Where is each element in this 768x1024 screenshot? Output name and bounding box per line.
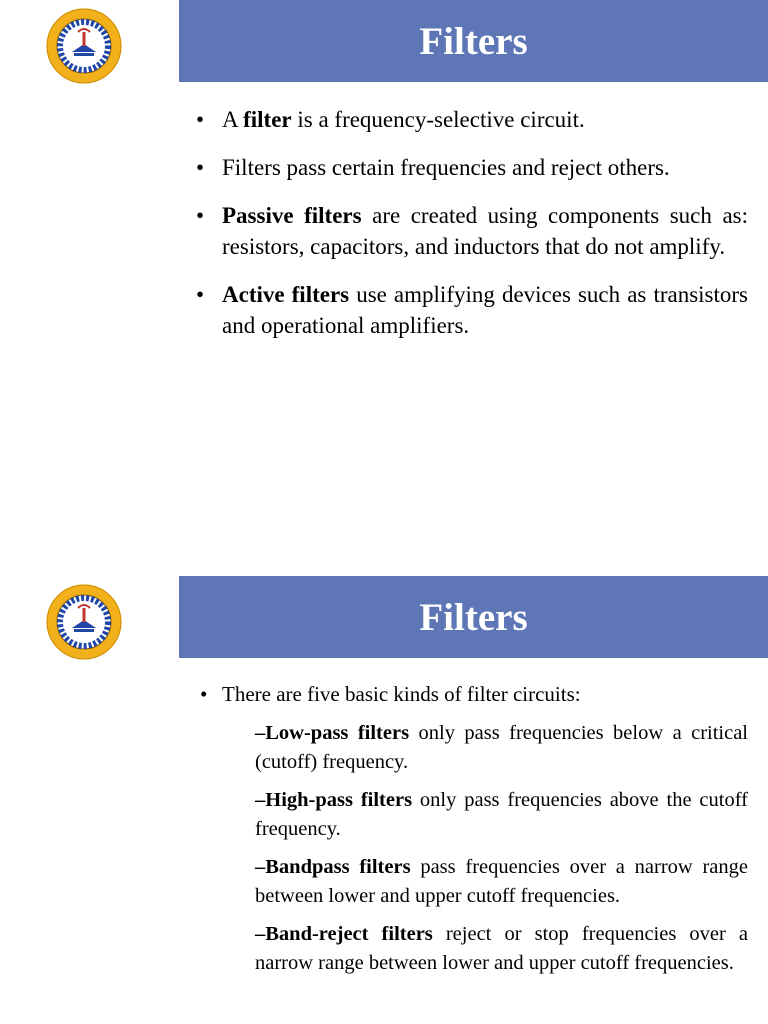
bullet-item: • A filter is a frequency-selective circuit. <box>190 104 748 135</box>
bullet-item: • Active filters use amplifying devices such as transistors and operational amplifiers. <box>190 279 748 341</box>
sub-item: –High-pass filters only pass frequencies above the cutoff frequency. <box>255 789 748 840</box>
slide-title: Filters <box>419 19 528 63</box>
bullet-list <box>190 680 748 987</box>
institute-emblem-icon <box>44 8 124 84</box>
intro-text: There are five basic kinds of filter circuits: <box>222 682 581 706</box>
title-bar <box>179 576 768 658</box>
filter-types-list <box>222 719 748 978</box>
sub-item: –Bandpass filters pass frequencies over a narrow range between lower and upper cutoff frequencies. <box>255 856 748 907</box>
slide-2 <box>0 576 768 1024</box>
bullet-item <box>190 680 748 978</box>
bullet-item: • Filters pass certain frequencies and reject others. <box>190 152 748 183</box>
institute-emblem-icon <box>44 584 124 660</box>
slide-title: Filters <box>419 595 528 639</box>
sub-item: –Low-pass filters only pass frequencies below a critical (cutoff) frequency. <box>255 722 749 773</box>
sub-item: –Band-reject filters reject or stop frequencies over a narrow range between lower and upper cutoff frequencies. <box>255 923 748 974</box>
title-bar <box>179 0 768 82</box>
bullet-item: • Passive filters are created using components such as: resistors, capacitors, and inductors that do not amplify. <box>190 200 748 262</box>
bullet-list <box>190 104 748 358</box>
